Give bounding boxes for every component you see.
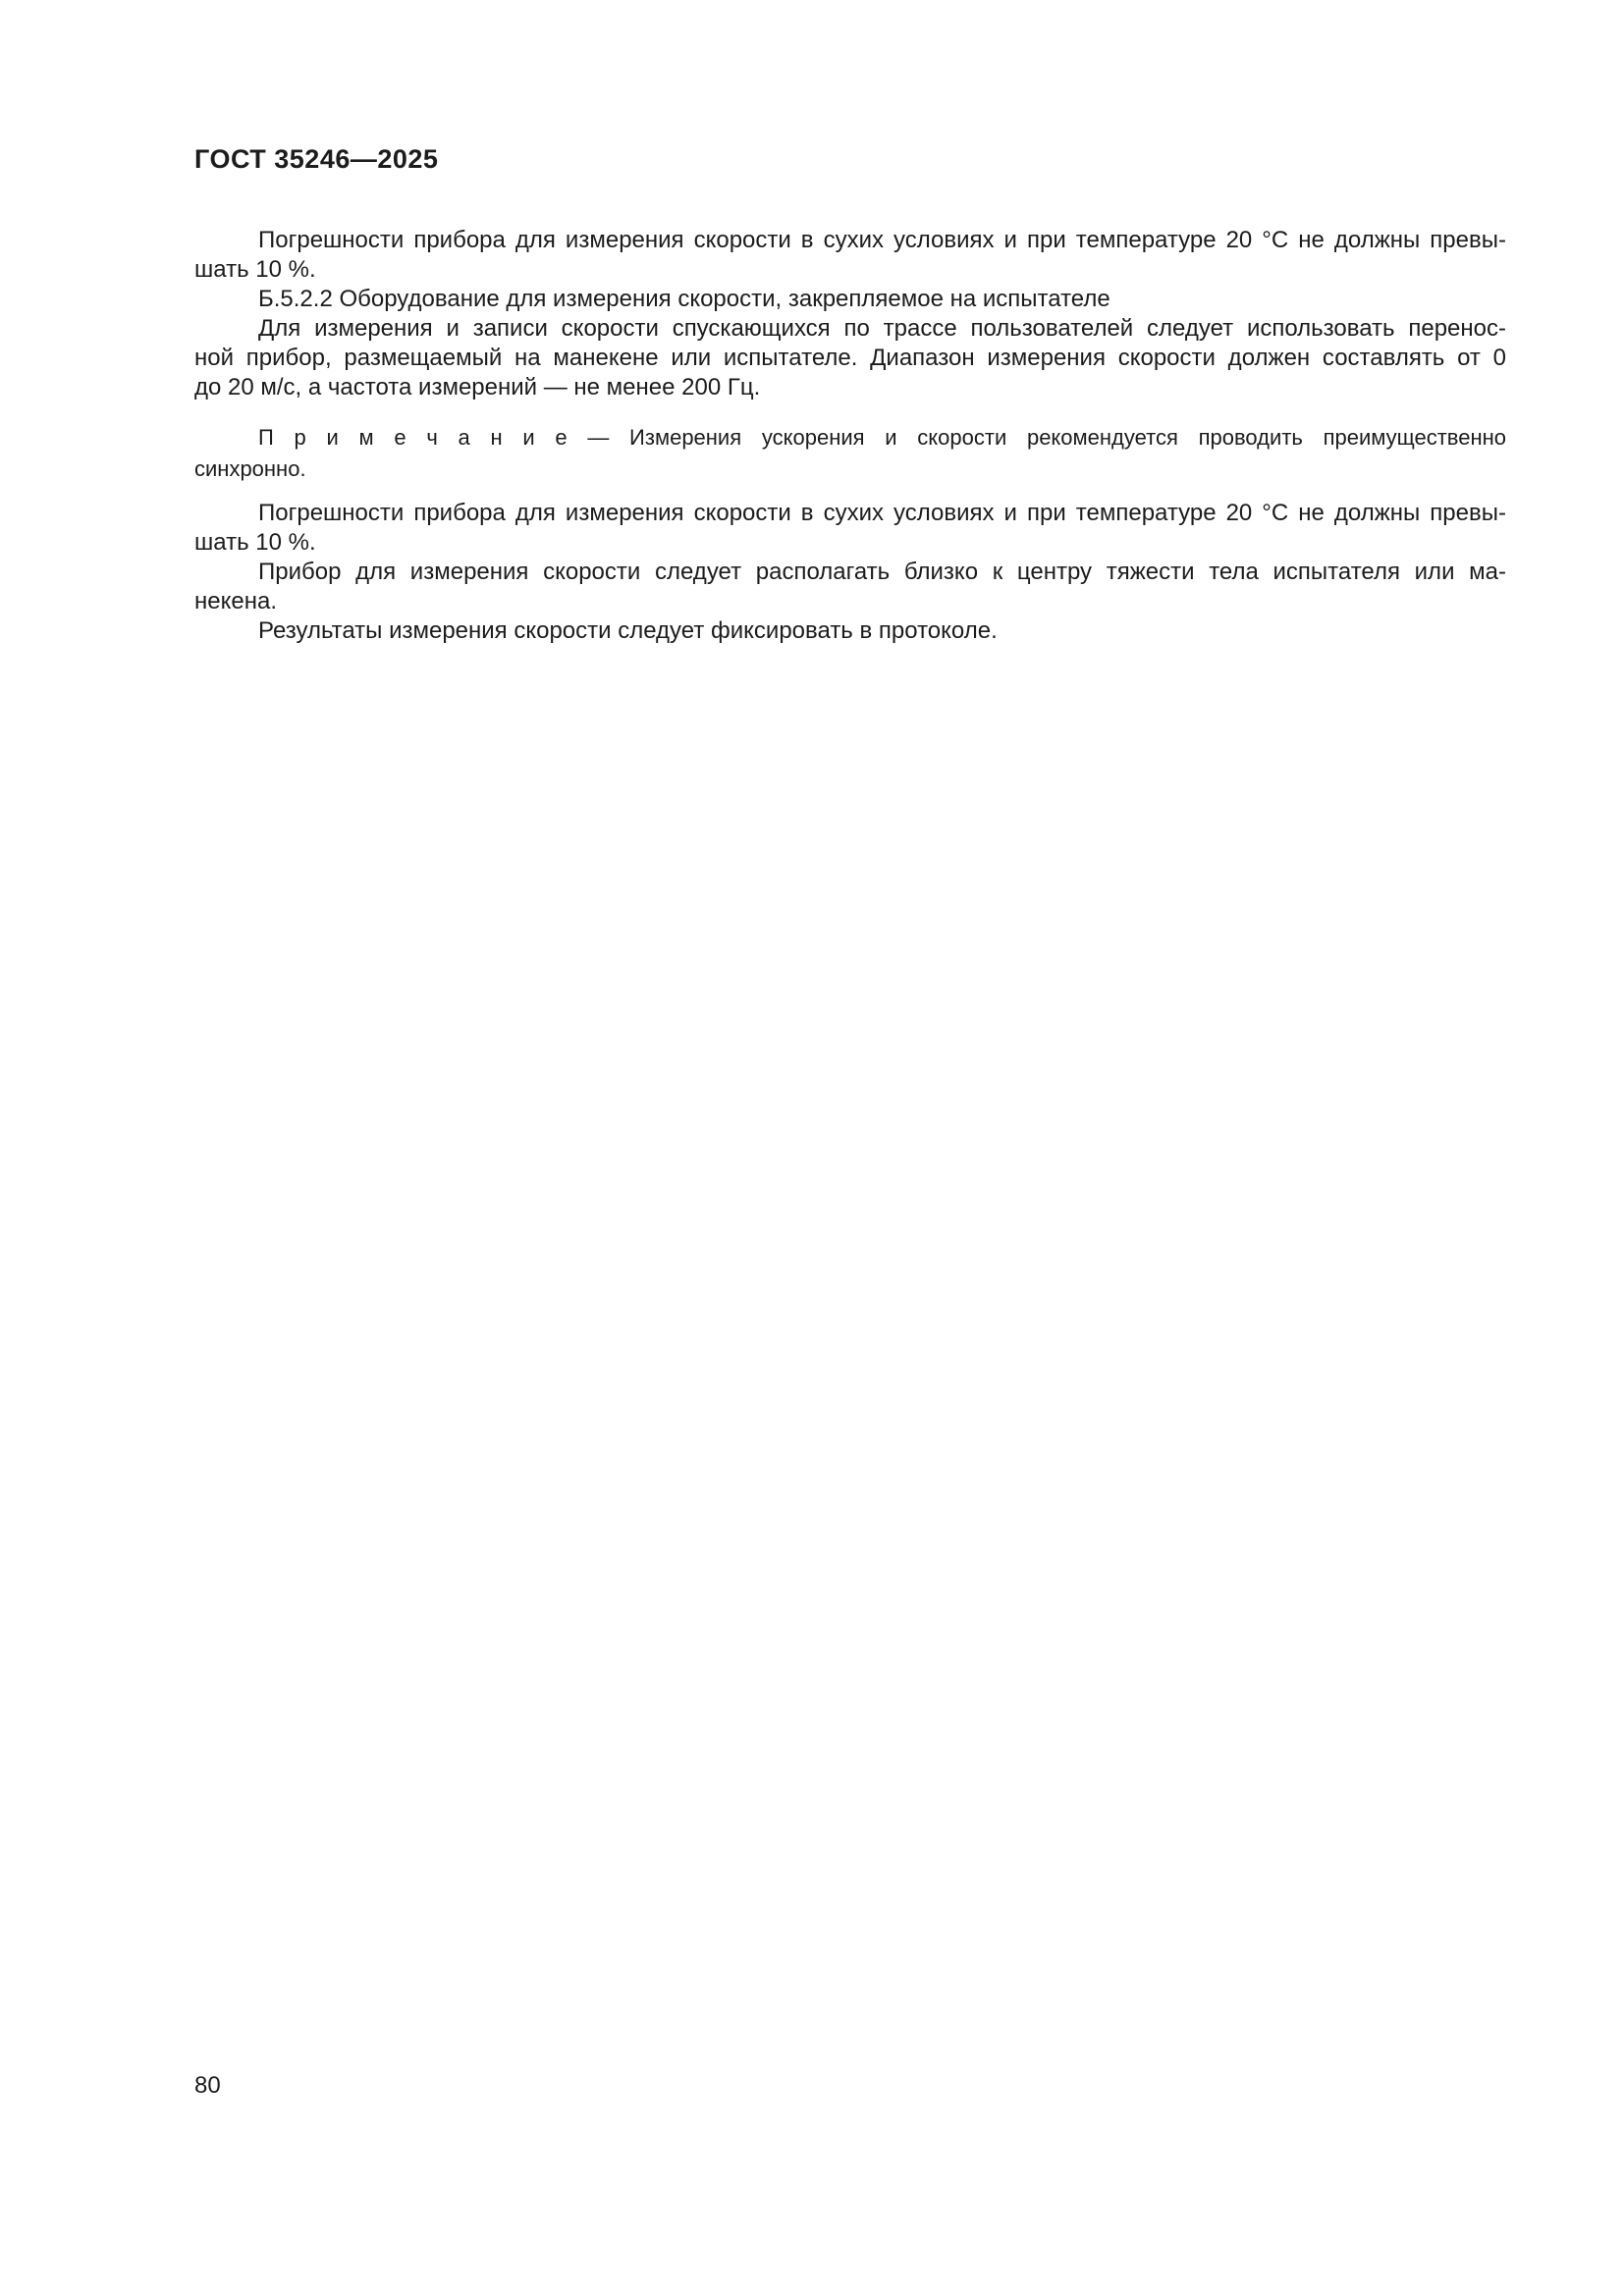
text-line: шать 10 %. — [194, 256, 316, 283]
text-line: ной прибор, размещаемый на манекене или испытателе. Диапазон измерения скорости должен составлять от 0 — [194, 345, 1506, 371]
text-line: Результаты измерения скорости следует фиксировать в протоколе. — [258, 617, 998, 644]
text-line: шать 10 %. — [194, 529, 316, 556]
text-line: Погрешности прибора для измерения скорости в сухих условиях и при температуре 20 °С не должны превы- — [258, 227, 1506, 253]
paragraph — [194, 499, 1506, 558]
document-body — [194, 226, 1506, 646]
paragraph — [194, 616, 1506, 646]
note-paragraph — [194, 422, 1506, 485]
text-line: Погрешности прибора для измерения скорости в сухих условиях и при температуре 20 °С не должны превы- — [258, 500, 1506, 526]
document-header: ГОСТ 35246—2025 — [194, 144, 439, 174]
text-line: Для измерения и записи скорости спускающихся по трассе пользователей следует использовать перенос- — [258, 315, 1506, 342]
text-line: синхронно. — [194, 456, 306, 481]
text-line: Прибор для измерения скорости следует располагать близко к центру тяжести тела испытателя или ма- — [258, 559, 1506, 585]
text-line: Б.5.2.2 Оборудование для измерения скорости, закрепляемое на испытателе — [258, 286, 1110, 312]
paragraph — [194, 314, 1506, 402]
paragraph — [194, 226, 1506, 285]
paragraph — [194, 558, 1506, 616]
text-line: до 20 м/с, а частота измерений — не менее 200 Гц. — [194, 374, 761, 400]
text-line: некена. — [194, 588, 277, 614]
text-line: П р и м е ч а н и е — Измерения ускорения и скорости рекомендуется проводить преимущественно — [258, 425, 1506, 450]
paragraph — [194, 285, 1506, 314]
page-number: 80 — [194, 2072, 221, 2099]
